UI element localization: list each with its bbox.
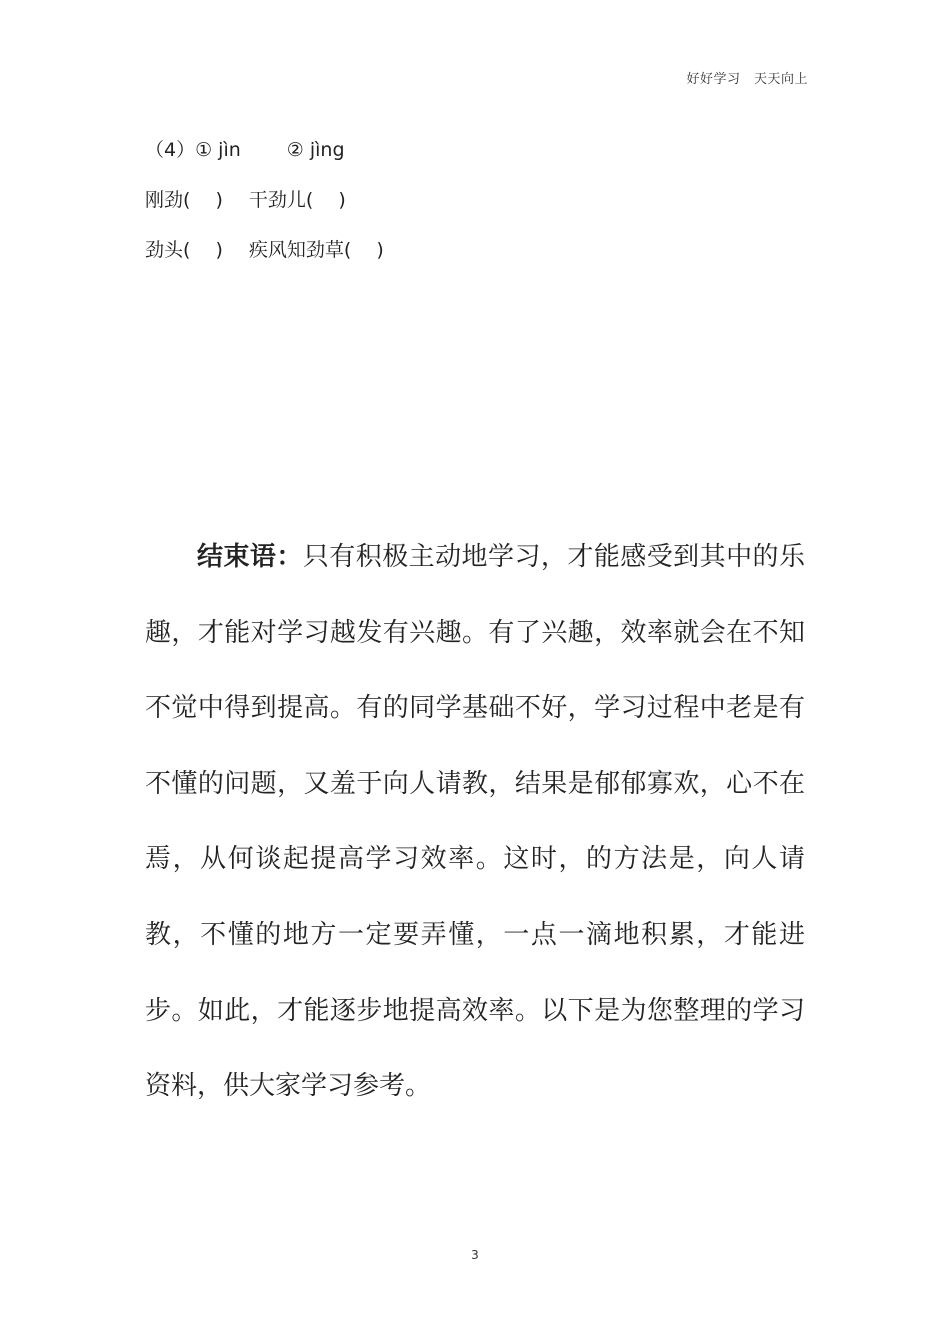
question-header: [145, 136, 345, 164]
question-row-1: [145, 186, 346, 214]
pinyin-option-2: ② jìng: [286, 139, 345, 161]
closing-body: 只有积极主动地学习，才能感受到其中的乐趣，才能对学习越发有兴趣。有了兴趣，效率就会在不知不觉中得到提高。有的同学基础不好，学习过程中老是有不懂的问题，又羞于向人请教，结果是郁郁寡欢，心不在焉，从何谈起提高学习效率。这时，的方法是，向人请教，不懂的地方一定要弄懂，一点一滴地积累，才能进步。如此，才能逐步地提高效率。以下是为您整理的学习资料，供大家学习参考。: [145, 542, 805, 1102]
word-blank: 干劲儿( ): [248, 189, 346, 211]
word-blank: 刚劲( ): [145, 189, 223, 211]
closing-lead: 结束语：: [197, 542, 303, 572]
question-row-2: [145, 236, 384, 264]
page-number: 3: [471, 1248, 479, 1262]
word-blank: 疾风知劲草( ): [248, 239, 384, 261]
header-motto: 好好学习 天天向上: [686, 72, 808, 87]
pinyin-option-1: ① jìn: [195, 139, 241, 161]
closing-paragraph: [145, 520, 805, 1125]
word-blank: 劲头( ): [145, 239, 223, 261]
question-number: （4）: [145, 139, 196, 161]
